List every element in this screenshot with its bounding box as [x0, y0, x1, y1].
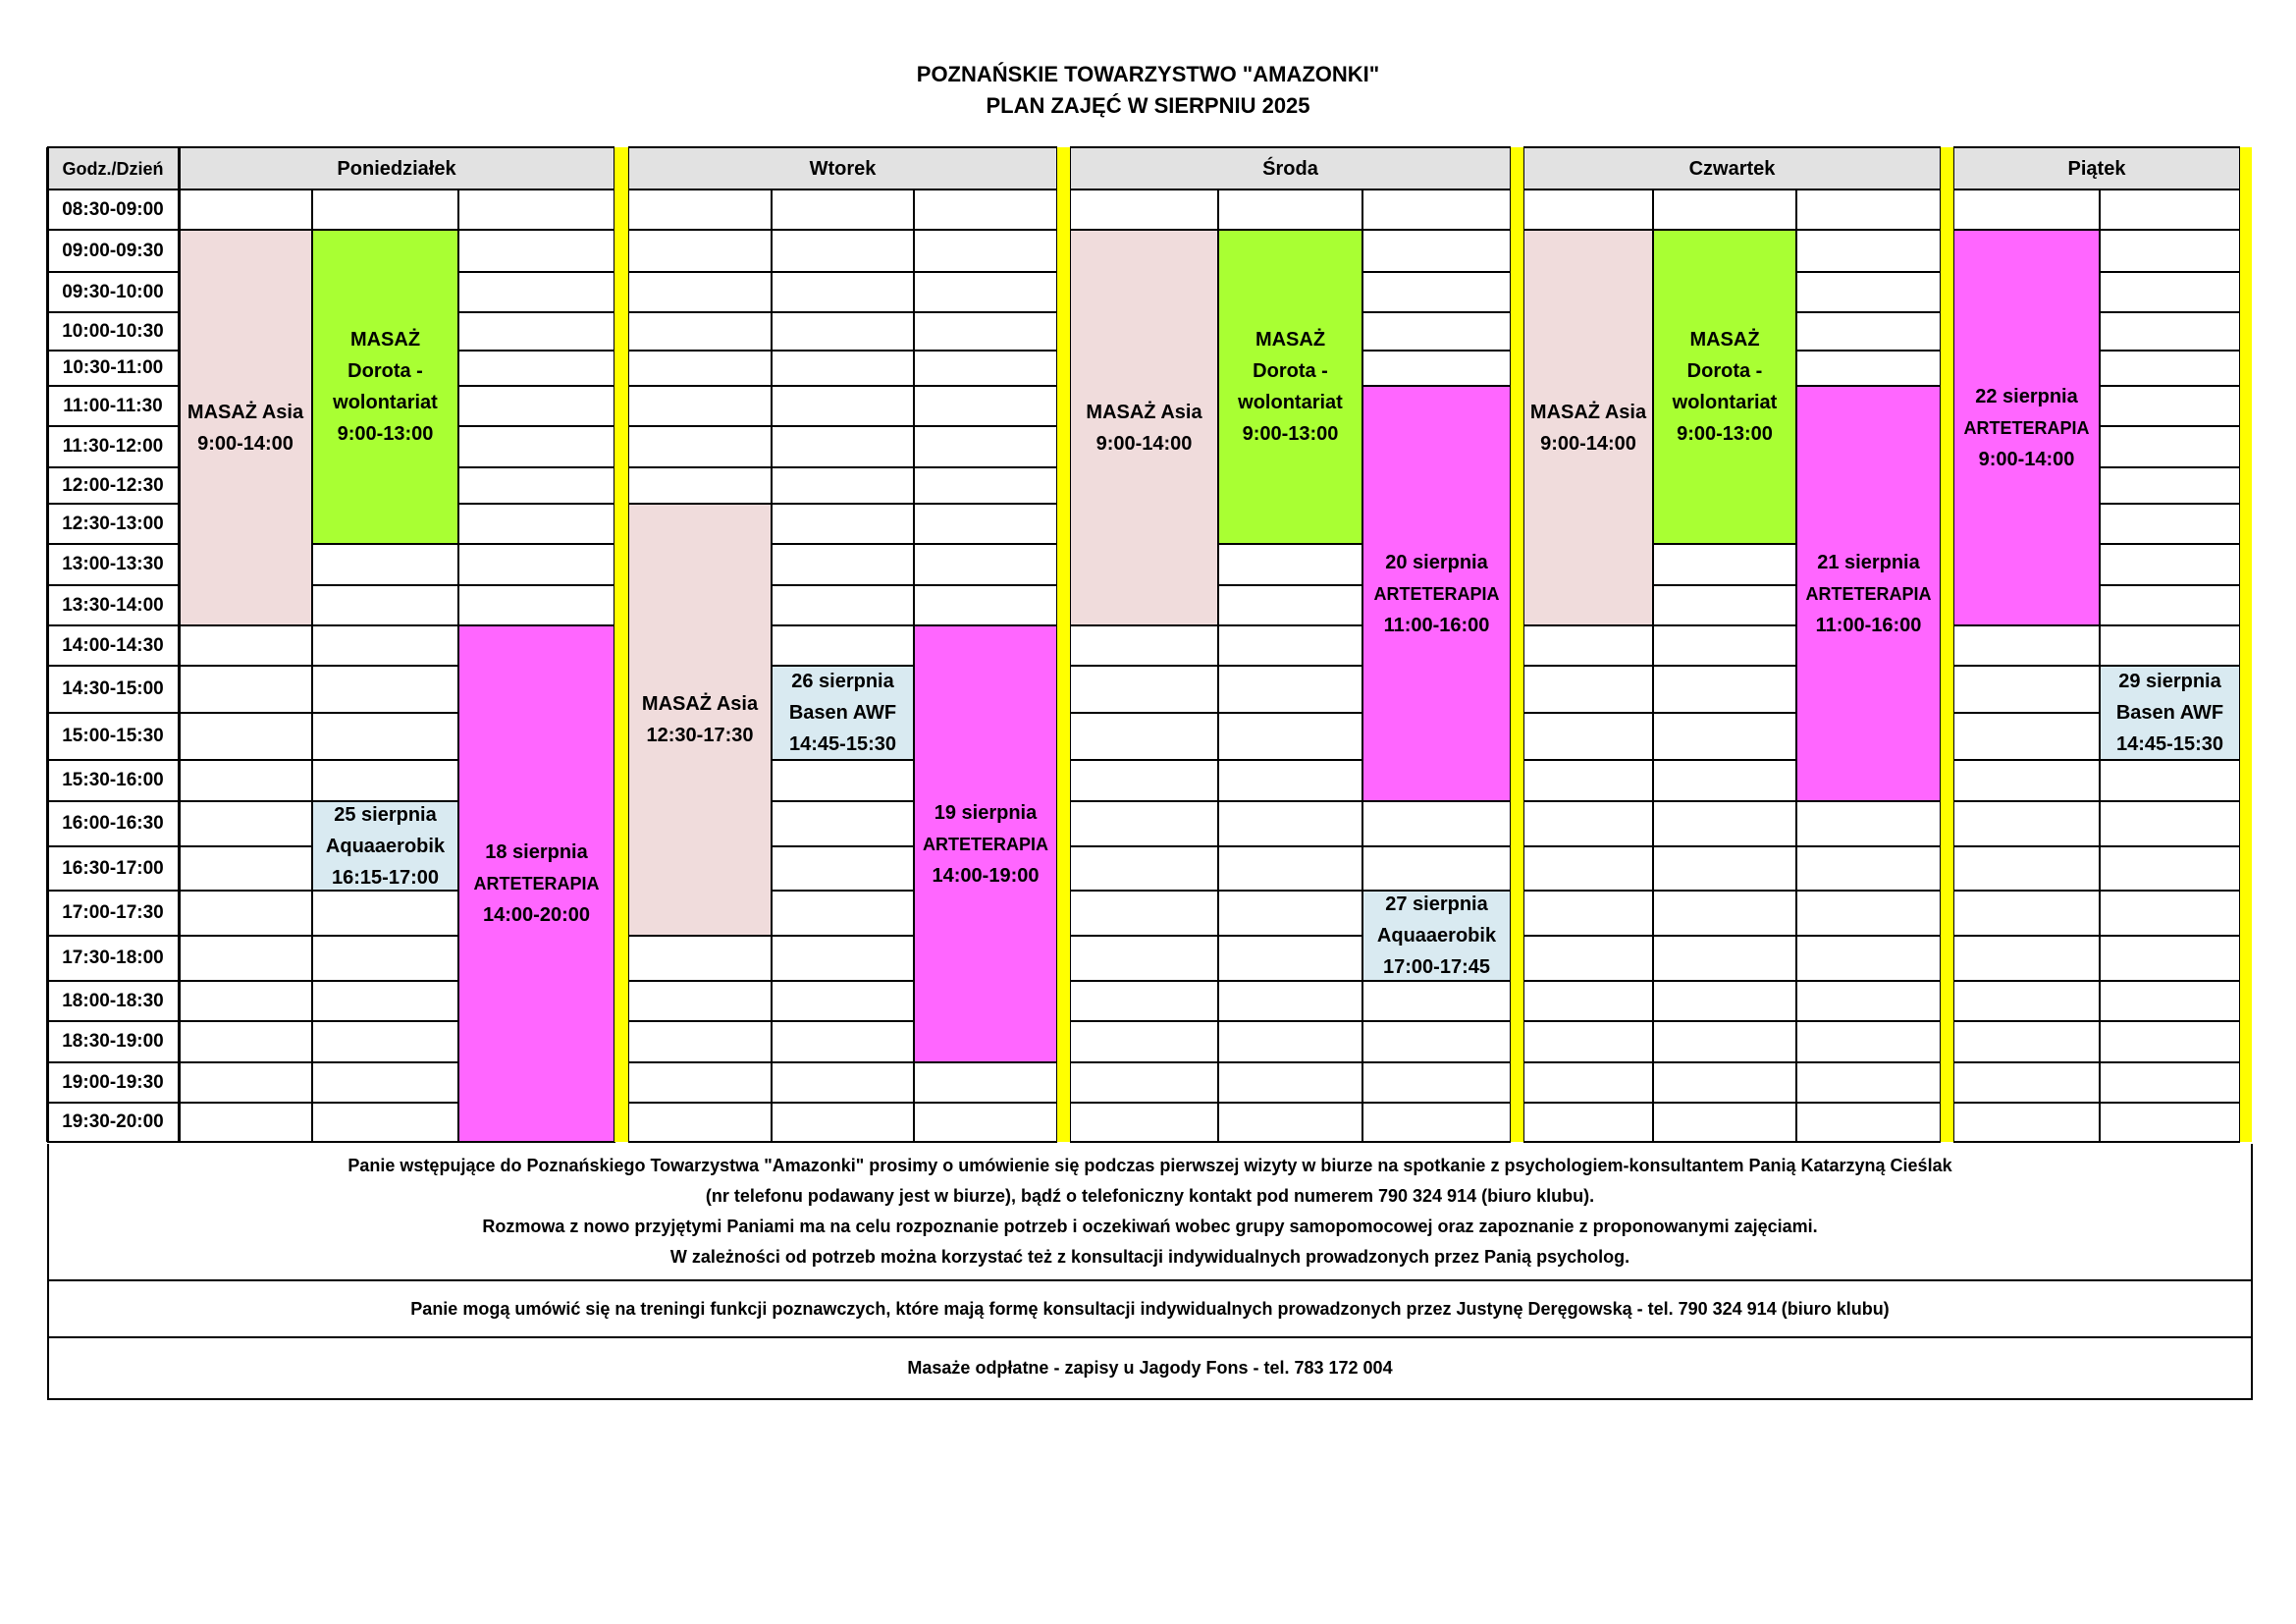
time-slot-label: 18:00-18:30 [62, 990, 164, 1011]
event-text: Dorota - [1686, 360, 1763, 382]
time-slot-label: 10:30-11:00 [62, 357, 164, 378]
time-slot-label: 11:30-12:00 [62, 436, 164, 457]
event-text: 11:00-16:00 [1383, 614, 1490, 636]
time-slot-label: 10:00-10:30 [62, 320, 164, 342]
event-text: 18 sierpnia [485, 841, 588, 863]
day-divider [614, 147, 628, 1142]
day-divider [1057, 147, 1070, 1142]
event-text: wolontariat [333, 392, 438, 413]
event-text: Basen AWF [788, 702, 897, 724]
title-line-1: POZNAŃSKIE TOWARZYSTWO "AMAZONKI" [916, 62, 1380, 86]
event-text: 14:45-15:30 [2116, 733, 2223, 755]
notes-section [47, 1144, 2253, 1400]
event-text: ARTETERAPIA [922, 834, 1048, 854]
time-slot-label: 19:00-19:30 [62, 1071, 164, 1093]
event-block [1653, 230, 1796, 544]
time-slot-label: 16:30-17:00 [62, 857, 164, 879]
event-text: 26 sierpnia [791, 671, 894, 692]
note-line: W zależności od potrzeb można korzystać też z konsultacji indywidualnych prowadzonych przez Panią psycholog. [669, 1247, 1630, 1267]
event-block [1796, 386, 1941, 801]
note-block-3 [49, 1338, 2251, 1398]
note-block-2 [49, 1281, 2251, 1336]
note-line: Panie wstępujące do Poznańskiego Towarzystwa "Amazonki" prosimy o umówienie się podczas pierwszej wizyty w biurze na spotkanie z psychologiem-konsultantem Panią Katarzyną Cieślak [347, 1156, 1952, 1175]
event-text: Basen AWF [2115, 702, 2224, 724]
event-block [312, 230, 458, 544]
time-slot-label: 17:30-18:00 [62, 947, 164, 968]
event-text: 9:00-14:00 [197, 432, 294, 455]
time-slot-label: 08:30-09:00 [62, 198, 164, 220]
event-block [772, 666, 914, 760]
event-text: 9:00-13:00 [1242, 423, 1339, 445]
event-block [1523, 230, 1653, 625]
event-text: MASAŻ [1689, 329, 1760, 351]
event-text: 22 sierpnia [1975, 385, 2078, 407]
event-text: MASAŻ [1255, 329, 1326, 351]
note-line: Panie mogą umówić się na treningi funkcji poznawczych, które mają formę konsultacji indywidualnych prowadzonych przez Justynę Deręgowską - tel. 790 324 914 (biuro klubu) [410, 1298, 1890, 1319]
note-block-1 [49, 1144, 2251, 1279]
event-text: 19 sierpnia [934, 801, 1038, 824]
time-slot-label: 14:00-14:30 [62, 634, 164, 656]
time-slot-label: 13:00-13:30 [62, 554, 164, 574]
day-header: Środa [1070, 147, 1511, 189]
event-text: 9:00-13:00 [337, 423, 434, 445]
event-text: MASAŻ Asia [1086, 401, 1202, 423]
event-block [1362, 891, 1511, 981]
event-block [1218, 230, 1362, 544]
schedule-grid [47, 147, 2252, 1144]
event-text: 11:00-16:00 [1815, 614, 1922, 636]
event-block [628, 504, 772, 936]
note-line: Rozmowa z nowo przyjętymi Paniami ma na celu rozpoznanie potrzeb i oczekiwań wobec grupy samopomocowej oraz zapoznanie z proponowanymi zajęciami. [482, 1217, 1818, 1236]
event-text: 14:45-15:30 [789, 733, 896, 755]
day-divider [1511, 147, 1523, 1142]
event-block [1953, 230, 2100, 625]
event-text: 9:00-14:00 [1095, 432, 1193, 455]
event-text: 21 sierpnia [1817, 551, 1920, 573]
day-header: Wtorek [628, 147, 1057, 189]
event-text: 16:15-17:00 [332, 866, 439, 889]
time-slot-label: 17:00-17:30 [62, 902, 164, 923]
time-slot-label: 12:00-12:30 [62, 474, 164, 496]
event-text: 9:00-14:00 [1540, 432, 1636, 455]
event-text: wolontariat [1672, 392, 1778, 413]
time-slot-label: 15:30-16:00 [62, 770, 164, 790]
day-divider [1941, 147, 1953, 1142]
time-slot-label: 09:00-09:30 [62, 240, 164, 261]
event-block [1362, 386, 1511, 801]
event-text: Dorota - [1253, 360, 1328, 382]
event-text: ARTETERAPIA [1963, 417, 2090, 438]
event-text: 12:30-17:30 [646, 725, 754, 746]
time-slot-label: 14:30-15:00 [62, 678, 164, 699]
event-text: 29 sierpnia [2118, 671, 2221, 692]
time-slot-label: 18:30-19:00 [62, 1031, 164, 1052]
time-slot-label: 12:30-13:00 [62, 513, 164, 534]
event-text: 9:00-13:00 [1677, 423, 1773, 445]
title-line-2: PLAN ZAJĘĆ W SIERPNIU 2025 [986, 93, 1310, 118]
day-header: Czwartek [1523, 147, 1941, 189]
event-block [312, 801, 458, 891]
event-block [1070, 230, 1218, 625]
event-text: 17:00-17:45 [1383, 956, 1490, 978]
event-text: ARTETERAPIA [1805, 583, 1932, 604]
note-line: (nr telefonu podawany jest w biurze), bądź o telefoniczny kontakt pod numerem 790 324 914 (biuro klubu). [705, 1186, 1595, 1206]
event-text: MASAŻ Asia [187, 401, 304, 423]
day-divider [2240, 147, 2252, 1142]
time-slot-label: 09:30-10:00 [62, 281, 164, 302]
day-header: Piątek [1953, 147, 2240, 189]
time-slot-label: 15:00-15:30 [62, 726, 164, 746]
event-block [458, 625, 614, 1142]
event-text: ARTETERAPIA [1373, 583, 1500, 604]
event-text: MASAŻ Asia [641, 693, 759, 715]
event-block [2100, 666, 2240, 760]
time-slot-label: 19:30-20:00 [62, 1111, 164, 1132]
event-text: Aquaaerobik [325, 835, 446, 857]
event-text: 27 sierpnia [1385, 893, 1488, 915]
time-slot-label: 11:00-11:30 [63, 395, 163, 416]
event-text: ARTETERAPIA [473, 874, 600, 893]
event-text: MASAŻ Asia [1529, 401, 1647, 423]
event-text: Dorota - [347, 360, 423, 382]
event-block [914, 625, 1057, 1062]
event-text: Aquaaerobik [1376, 925, 1497, 947]
time-slot-label: 16:00-16:30 [62, 813, 164, 834]
event-text: 20 sierpnia [1385, 551, 1488, 573]
event-text: MASAŻ [349, 329, 421, 351]
event-text: wolontariat [1238, 392, 1343, 413]
event-text: 14:00-19:00 [932, 864, 1040, 887]
event-block [179, 230, 312, 625]
event-text: 25 sierpnia [334, 803, 437, 826]
event-text: 9:00-14:00 [1978, 448, 2075, 470]
note-line: Masaże odpłatne - zapisy u Jagody Fons - tel. 783 172 004 [907, 1358, 1393, 1378]
time-slot-label: 13:30-14:00 [62, 594, 164, 616]
event-text: 14:00-20:00 [483, 904, 590, 926]
day-header: Poniedziałek [179, 147, 614, 189]
corner-label: Godz./Dzień [47, 147, 179, 189]
